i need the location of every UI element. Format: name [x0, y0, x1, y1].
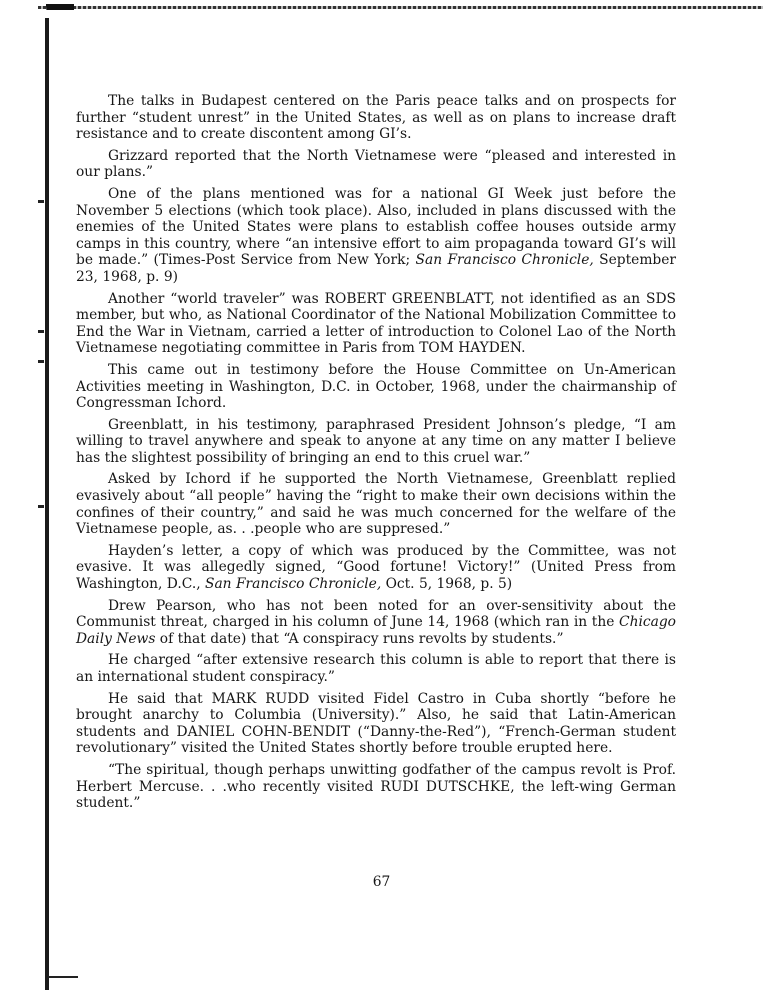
italic-citation: San Francisco Chronicle, [415, 252, 594, 269]
paragraph-text: “The spiritual, though perhaps unwitting godfather of the campus revolt is Prof. Herbert Mercuse. . .who recently visited RUDI DUTSCHKE, the left-wing German student.” [76, 761, 676, 812]
paragraph-text: The talks in Budapest centered on the Paris peace talks and on prospects for further “student unrest” in the United States, as well as on plans to increase draft resistance and to create discontent among GI’s. [76, 93, 676, 143]
paragraph-text: Grizzard reported that the North Vietnamese were “pleased and interested in our plans.” [76, 147, 676, 181]
paragraph [76, 186, 676, 286]
paragraph [76, 598, 676, 648]
paragraph [76, 691, 676, 757]
paragraph-text: Asked by Ichord if he supported the North Vietnamese, Greenblatt replied evasively about “all people” having the “right to make their own decisions within the confines of their country,” and said he was much concerned for the welfare of the Vietnamese people, as. . .people who are suppresed.” [76, 471, 676, 538]
paragraph-text: September 23, 1968, p. 9) [76, 252, 677, 285]
paragraph [76, 362, 676, 412]
page-body-text [76, 93, 676, 817]
paragraph-text: He charged “after extensive research this column is able to report that there is an international student conspiracy.” [76, 652, 676, 685]
italic-citation: San Francisco Chronicle, [205, 576, 382, 593]
paragraph [76, 652, 676, 685]
paragraph-text: of that date) that “A conspiracy runs revolts by students.” [155, 630, 564, 647]
top-border-rule [38, 6, 763, 9]
paragraph-text: Hayden’s letter, a copy of which was produced by the Committee, was not evasive. It was allegedly signed, “Good fortune! Victory!” (United Press from Washington, D.C., [76, 542, 676, 593]
paragraph [76, 148, 676, 181]
binding-tick [38, 360, 44, 363]
paragraph [76, 291, 676, 357]
paragraph-text: Drew Pearson, who has not been noted for an over-sensitivity about the Communist threat, charged in his column of June 14, 1968 (which ran in the [76, 597, 676, 631]
page-number: 67 [372, 874, 391, 890]
paragraph-text: Another “world traveler” was ROBERT GREENBLATT, not identified as an SDS member, but who, as National Coordinator of the National Mobilization Committee to End the War in Vietnam, carried a letter of introduction to Colonel Lao of the North Vietnamese negotiating committee in Paris from TOM HAYDEN. [76, 290, 676, 357]
paragraph-text: Oct. 5, 1968, p. 5) [381, 576, 513, 593]
top-corner-mark [46, 4, 74, 24]
paragraph [76, 471, 676, 537]
bottom-corner-mark [48, 976, 78, 978]
paragraph [76, 543, 676, 593]
paragraph-text: This came out in testimony before the House Committee on Un-American Activities meeting in Washington, D.C. in October, 1968, under the chairmanship of Congressman Ichord. [76, 361, 676, 412]
binding-tick [38, 200, 44, 203]
paragraph-text: Greenblatt, in his testimony, paraphrased President Johnson’s pledge, “I am willing to travel anywhere and speak to anyone at any time on any matter I believe has the slightest possibility of bringing an end to this cruel war.” [76, 416, 676, 466]
left-binding-rule [45, 18, 49, 990]
paragraph [76, 93, 676, 143]
paragraph-text: One of the plans mentioned was for a national GI Week just before the November 5 elections (which took place). Also, included in plans discussed with the enemies of the United States were plans to establish coffee houses outside army camps in this country, where “an intensive effort to aim propaganda toward GI’s will be made.” (Times-Post Service from New York; [76, 185, 676, 269]
paragraph [76, 417, 676, 467]
paragraph [76, 762, 676, 812]
italic-citation: Chicago Daily News [76, 614, 676, 647]
binding-tick [38, 330, 44, 333]
paragraph-text: He said that MARK RUDD visited Fidel Castro in Cuba shortly “before he brought anarchy to Columbia (University).” Also, he said that Latin-American students and DANIEL COHN-BENDIT (“Danny-the-Red”), “French-German student revolutionary” visited the United States shortly before trouble erupted here. [76, 690, 676, 757]
binding-tick [38, 505, 44, 508]
